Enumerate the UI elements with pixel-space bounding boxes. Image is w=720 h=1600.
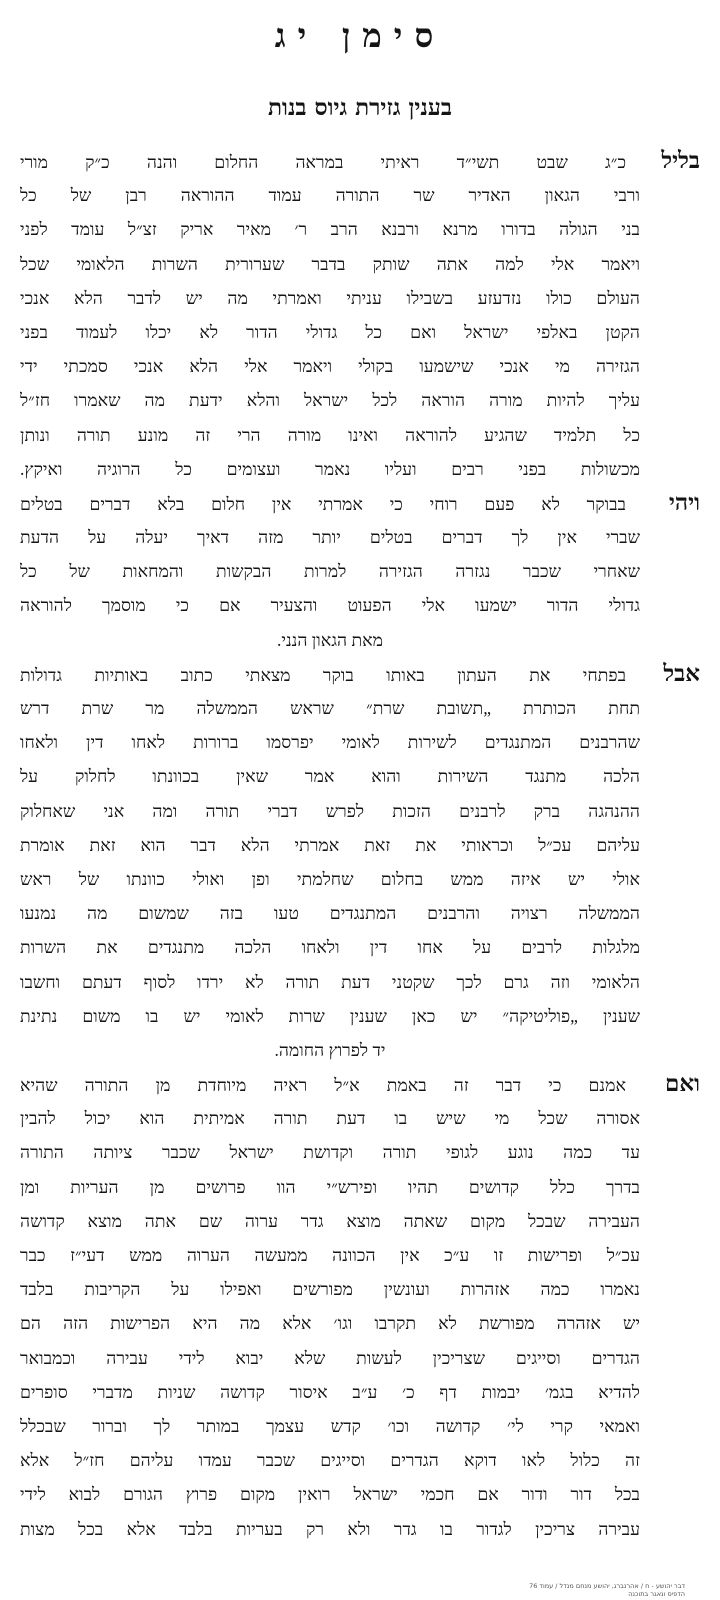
text-line [20, 349, 700, 383]
text-line [20, 1477, 700, 1511]
text-line [20, 1443, 700, 1477]
paragraph [20, 486, 700, 657]
text-line [20, 1306, 700, 1340]
paragraph [20, 1067, 700, 1546]
text-line [20, 452, 700, 486]
paragraph-opener: ויהי [668, 488, 700, 516]
line-text: כ״ג שבט תשי״ד ראיתי במראה החלום והנה כ״ק מורי [20, 152, 626, 172]
text-line [20, 1170, 700, 1204]
text-line [20, 281, 700, 315]
text-line [20, 315, 700, 349]
line-text: הלאומי וזה גרם לכך שקטני דעת תורה לא ירדו לסוף דעתם וחשבו [20, 971, 640, 992]
line-text: אמנם כי דבר זה באמת א״ל ראיה מיוחדת מן התורה שהיא [20, 1075, 626, 1096]
text-line [20, 999, 700, 1033]
line-text: בפתחי את העתון באותו בוקר מצאתי כתוב באותיות גדולות [20, 664, 626, 685]
text-line [20, 418, 700, 452]
line-text: כל תלמיד שהגיע להוראה ואינו מורה הרי זה מונע תורה ונותן [20, 424, 640, 445]
line-text: מכשולות בפני רבים ועליו נאמר ועצומים כל הרוגיה ואיקץ. [20, 458, 640, 479]
paragraph-opener: בליל [661, 147, 700, 174]
line-text: העולם כולו נזדעזע בשבילו עניתי ואמרתי מה יש לדבר הלא אנכי [20, 287, 640, 308]
text-line [20, 1033, 700, 1067]
text-line [20, 1272, 700, 1306]
text-line [20, 1101, 700, 1135]
paragraph [20, 144, 700, 486]
line-text: נאמרו כמה אזהרות ועונשין מפורשים ואפילו על הקריבות בלבד [20, 1279, 640, 1300]
text-line [20, 247, 700, 281]
text-line [20, 1341, 700, 1375]
line-text: ויאמר אלי למה אתה שותק בדבר שערורית השרות הלאומי שכל [20, 253, 640, 274]
line-text: העבירה שבכל מקום שאתה מוצא גדר ערוה שם אתה מוצא קדושה [20, 1210, 640, 1231]
text-line [20, 965, 700, 999]
line-text: להדיא בגמ׳ יבמות דף כ׳ ע״ב איסור קדושה שניות מדברי סופרים [20, 1381, 640, 1402]
text-line [20, 1375, 700, 1409]
text-line [20, 1409, 700, 1443]
line-text: בני הגולה בדורו מרנא ורבנא הרב ר׳ מאיר אריק זצ״ל עומד לפני [20, 219, 640, 240]
line-text: הקטן באלפי ישראל ואם כל גדולי הדור לא יכלו לעמוד בפני [20, 321, 640, 342]
line-text: הממשלה רצויה והרבנים המתנגדים טעו בזה שמשום מה נמנעו [20, 903, 640, 924]
text-line [20, 862, 700, 896]
line-text: עליהם עכ״ל וכראותי את זאת אמרתי הלא דבר הוא זאת אומרת [20, 834, 640, 855]
text-line [20, 896, 700, 930]
text-line [20, 1067, 700, 1101]
text-line [20, 930, 700, 964]
text-line [20, 178, 700, 212]
line-text: אסורה שכל מי שיש בו דעת תורה אמיתית הוא יכול להבין [20, 1108, 640, 1129]
line-text: מאת הגאון הנני. [277, 629, 383, 650]
text-line [20, 520, 700, 554]
line-text: בכל דור ודור אם חכמי ישראל רואין מקום פרוץ הגורם לבוא לידי [20, 1484, 640, 1505]
paragraph [20, 657, 700, 1067]
text-line [20, 588, 700, 622]
document-body [20, 144, 700, 1546]
line-text: מלגלות לרבים על אחו דין ולאחו הלכה מתנגדים את השרות [20, 937, 640, 958]
line-text: יד לפרוץ החומה. [274, 1039, 386, 1060]
line-text: אולי יש איזה ממש בחלום שחלמתי ופן ואולי כוונתו של ראש [20, 868, 640, 889]
line-text: עכ״ל ופרישות זו ע״כ אין הכוונה ממעשה הערוה ממש דעי״ז כבר [20, 1245, 640, 1265]
text-line [20, 794, 700, 828]
page-subtitle: בענין גזירת גיוס בנות [268, 94, 452, 121]
text-line [20, 623, 700, 657]
line-text: שענין „פוליטיקה״ יש כאן שענין שרות לאומי יש בו משום נתינת [20, 1005, 640, 1026]
footer-line-2: הדפיס ונאגר בתוכנה [628, 1590, 685, 1598]
footer-line-1: דבר יהושע - ח / אהרנברג, יהושע מנחם מנדל / עמוד 76 [529, 1582, 685, 1590]
line-text: תחת הכותרת „תשובת שרת״ שראש הממשלה מר שרת דרש [20, 698, 640, 718]
text-line [20, 486, 700, 520]
page-footer [505, 1582, 685, 1598]
line-text: שברי אין לך דברים בטלים יותר מזה דאיך יעלה על הדעת [20, 527, 640, 548]
text-line [20, 691, 700, 725]
text-line [20, 554, 700, 588]
text-line [20, 1512, 700, 1546]
line-text: עליך להיות מורה הוראה לכל ישראל והלא ידעת מה שאמרו חז״ל [20, 390, 640, 411]
line-text: גדולי הדור ישמעו אלי הפעוט והצעיר אם כי מוסמך להוראה [20, 595, 640, 616]
text-line [20, 657, 700, 691]
line-text: שהרבנים המתנגדים לשירות לאומי יפרסמו ברורות לאחו דין ולאחו [20, 732, 640, 753]
text-line [20, 1135, 700, 1169]
line-text: הגדרים וסייגים שצריכין לעשות שלא יבוא לידי עבירה וכמבואר [20, 1347, 640, 1368]
line-text: בבוקר לא פעם רוחי כי אמרתי אין חלום בלא דברים בטלים [20, 493, 626, 514]
line-text: הגזירה מי אנכי שישמעו בקולי ויאמר אלי הלא אנכי סמכתי ידי [20, 356, 640, 377]
line-text: עד כמה נוגע לגופי תורה וקדושת ישראל שכבר ציותה התורה [20, 1142, 640, 1163]
line-text: ההנהגה ברק לרבנים הזכות לפרש דברי תורה ומה אני שאחלוק [20, 800, 640, 821]
paragraph-opener: אבל [663, 659, 700, 687]
text-line [20, 144, 700, 178]
line-text: זה כלול לאו דוקא הגדרים וסייגים שכבר עמדו עליהם חז״ל אלא [20, 1450, 640, 1471]
line-text: ואמאי קרי לי׳ קדושה וכו׳ קדש עצמך במותר לך וברור שבכלל [20, 1415, 640, 1436]
page-title: סימן יג [274, 16, 446, 55]
text-line [20, 759, 700, 793]
line-text: ורבי הגאון האדיר שר התורה עמוד ההוראה רבן של כל [20, 185, 640, 206]
text-line [20, 1238, 700, 1272]
text-line [20, 212, 700, 246]
text-line [20, 1204, 700, 1238]
paragraph-opener: ואם [664, 1070, 700, 1098]
line-text: עבירה צריכין לגדור בו גדר ולא רק בעריות בלבד אלא בכל מצות [20, 1518, 640, 1539]
text-line [20, 828, 700, 862]
text-line [20, 725, 700, 759]
text-line [20, 383, 700, 417]
line-text: שאחרי שכבר נגזרה הגזירה למרות הבקשות והמחאות של כל [20, 561, 640, 582]
line-text: הלכה מתנגד השירות והוא אמר שאין בכוונתו לחלוק על [20, 766, 640, 787]
line-text: יש אזהרה מפורשת לא תקרבו וגו׳ אלא מה היא הפרישות הזה הם [20, 1313, 640, 1334]
line-text: בדרך כלל קדושים תהיו ופירש״י הוו פרושים מן העריות ומן [20, 1176, 640, 1197]
